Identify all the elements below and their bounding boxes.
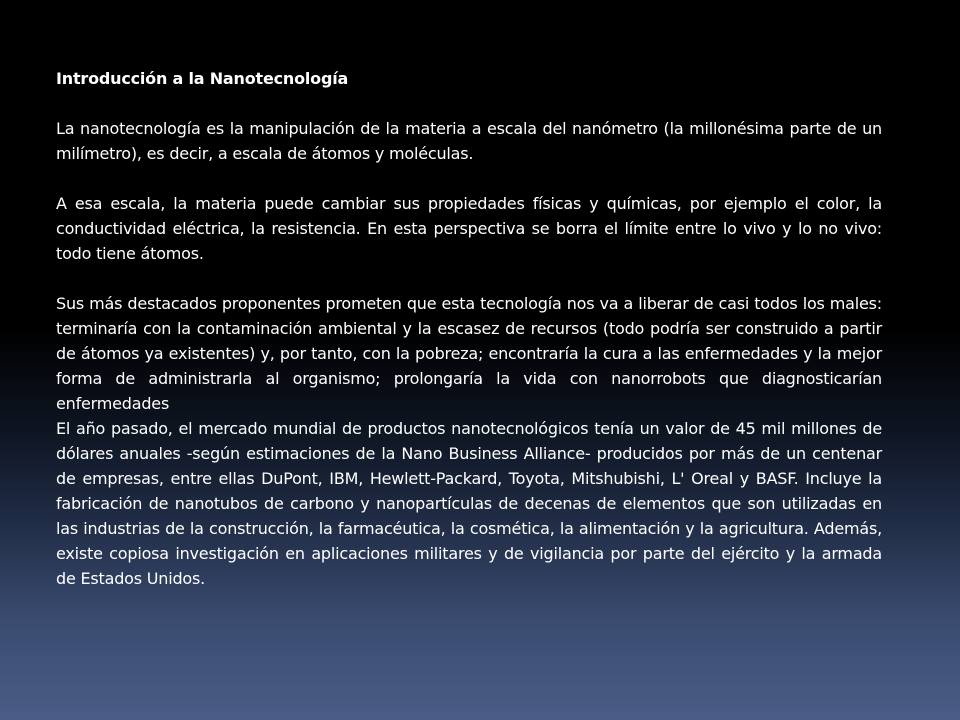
paragraph-definition: La nanotecnología es la manipulación de la materia a escala del nanómetro (la millonésima parte de un milímetro), es decir, a escala de átomos y moléculas.: [56, 119, 882, 163]
paragraph-market: El año pasado, el mercado mundial de productos nanotecnológicos tenía un valor de 45 mil millones de dólares anuales -según estimaciones de la Nano Business Alliance- producidos por más de un centenar de empresas, entre ellas DuPont, IBM, Hewlett-Packard, Toyota, Mitshubishi, L' Oreal y BASF. Incluye la fabricación de nanotubos de carbono y nanopartículas de decenas de elementos que son utilizadas en las industrias de la construcción, la farmacéutica, la cosmética, la alimentación y la agricultura. Además, existe copiosa investigación en aplicaciones militares y de vigilancia por parte del ejército y la armada de Estados Unidos.: [56, 419, 882, 588]
paragraph-promises: Sus más destacados proponentes prometen que esta tecnología nos va a liberar de casi todos los males: terminaría con la contaminación ambiental y la escasez de recursos (todo podría ser construido a partir de átomos ya existentes) y, por tanto, con la pobreza; encontraría la cura a las enfermedades y la mejor forma de administrarla al organismo; prolongaría la vida con nanorrobots que diagnosticarían enfermedades: [56, 294, 882, 413]
text-body: [56, 66, 882, 616]
paragraph-properties: A esa escala, la materia puede cambiar sus propiedades físicas y químicas, por ejemplo el color, la conductividad eléctrica, la resistencia. En esta perspectiva se borra el límite entre lo vivo y lo no vivo: todo tiene átomos.: [56, 194, 882, 263]
slide-title: Introducción a la Nanotecnología: [56, 69, 349, 88]
